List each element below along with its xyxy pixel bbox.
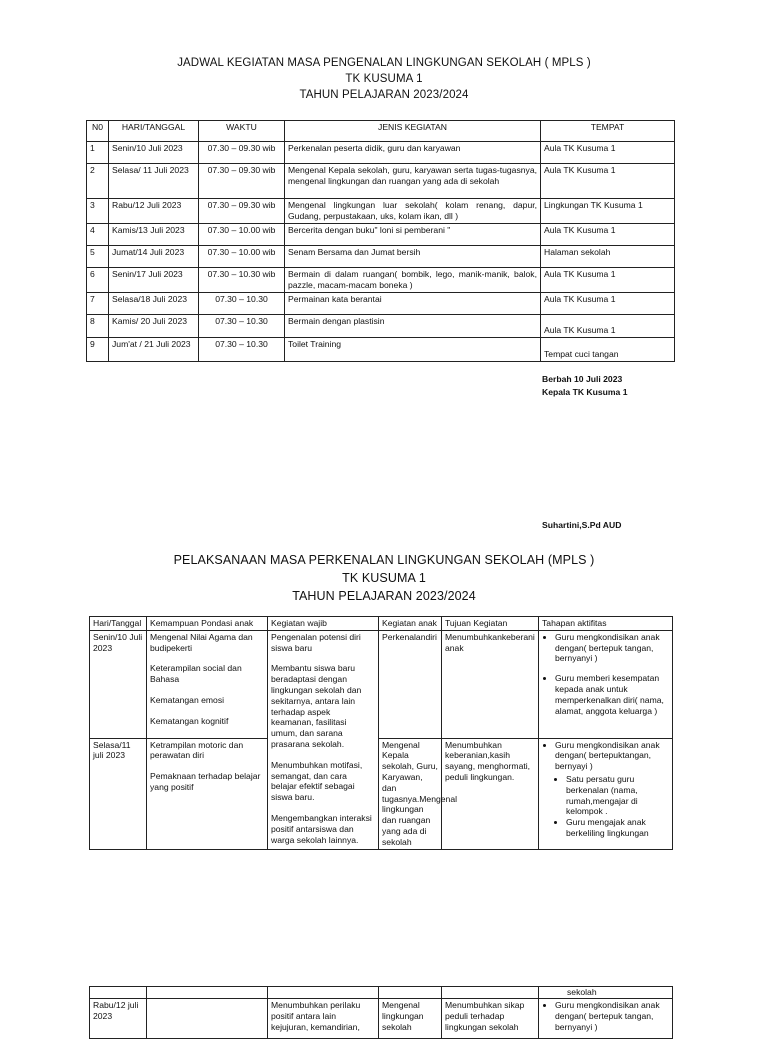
cell-waktu: 07.30 – 10.30: [199, 315, 285, 338]
cell-tempat: Aula TK Kusuma 1: [541, 224, 675, 246]
cell-waktu: 07.30 – 10.00 wib: [199, 224, 285, 246]
empty-cell: [268, 987, 379, 999]
header-no: N0: [87, 121, 109, 142]
tahapan-subitem: • Satu persatu guru berkenalan (nama, rumah,mengajar di kelompok .: [566, 774, 669, 817]
header-kemampuan: Kemampuan Pondasi anak: [147, 617, 268, 631]
cell-hari: Selasa/ 11 Juli 2023: [109, 164, 199, 199]
cell-no: 1: [87, 142, 109, 164]
continuation-table: [89, 986, 673, 1039]
empty-cell: [379, 987, 442, 999]
signature-block: [542, 373, 627, 399]
implementation-title-line-1: PELAKSANAAN MASA PERKENALAN LINGKUNGAN SEKOLAH (MPLS ): [173, 553, 595, 567]
cell-kemampuan: [147, 738, 268, 849]
kemampuan-item: Mengenal Nilai Agama dan budipekerti: [150, 631, 253, 653]
kemampuan-item: Kematangan emosi: [150, 694, 225, 705]
cell-tujuan: Menumbuhkankeberanianak: [442, 630, 539, 738]
kegiatan-wajib-item: Pengenalan potensi diri siswa baru: [271, 631, 361, 653]
cell-hari: Jumat/14 Juli 2023: [109, 246, 199, 268]
header-tujuan: Tujuan Kegiatan: [442, 617, 539, 631]
table-row: [90, 999, 673, 1039]
schedule-title-line-1: JADWAL KEGIATAN MASA PENGENALAN LINGKUNGAN SEKOLAH ( MPLS ): [177, 57, 591, 69]
implementation-title: [0, 551, 768, 605]
cell-hari: Kamis/ 20 Juli 2023: [109, 315, 199, 338]
cell-waktu: 07.30 – 10.00 wib: [199, 246, 285, 268]
tahapan-subitem: • Guru mengajak anak berkeliling lingkungan: [566, 817, 669, 839]
cell-kegiatan-wajib: [268, 630, 379, 849]
cell-kegiatan-anak: Perkenalandiri: [379, 630, 442, 738]
signature-role: Kepala TK Kusuma 1: [542, 387, 628, 397]
schedule-title-line-3: TAHUN PELAJARAN 2023/2024: [299, 89, 469, 101]
header-waktu: WAKTU: [199, 121, 285, 142]
cell-hari: Senin/17 Juli 2023: [109, 268, 199, 293]
table-row: [87, 164, 675, 199]
cell-tempat: Aula TK Kusuma 1: [541, 268, 675, 293]
cell-tempat: Halaman sekolah: [541, 246, 675, 268]
cell-no: 3: [87, 199, 109, 224]
cell-kemampuan: [147, 999, 268, 1039]
kemampuan-item: Keterampilan social dan Bahasa: [150, 663, 242, 685]
schedule-header-row: [87, 121, 675, 142]
cell-no: 7: [87, 293, 109, 315]
schedule-title: [0, 55, 768, 103]
cell-tempat: Lingkungan TK Kusuma 1: [541, 199, 675, 224]
cell-tempat: Aula TK Kusuma 1: [541, 142, 675, 164]
cell-no: 5: [87, 246, 109, 268]
cell-tujuan: Menumbuhkan sikap peduli terhadap lingkungan sekolah: [442, 999, 539, 1039]
header-hari-tanggal: HARI/TANGGAL: [109, 121, 199, 142]
cell-hari: Jum'at / 21 Juli 2023: [109, 338, 199, 362]
table-row: [87, 293, 675, 315]
table-row: [87, 338, 675, 362]
kegiatan-wajib-item: Menumbuhkan motifasi, semangat, dan cara belajar efektif sebagai siswa baru.: [271, 759, 363, 803]
tahapan-sublist: [542, 774, 669, 839]
cell-tahapan: [539, 738, 673, 849]
empty-cell: [442, 987, 539, 999]
cell-hari: Senin/10 Juli 2023: [109, 142, 199, 164]
cell-kegiatan: Senam Bersama dan Jumat bersih: [285, 246, 541, 268]
cell-no: 9: [87, 338, 109, 362]
empty-cell: [147, 987, 268, 999]
cell-waktu: 07.30 – 10.30: [199, 338, 285, 362]
table-row: [90, 987, 673, 999]
header-kegiatan-wajib: Kegiatan wajib: [268, 617, 379, 631]
signature-name: Suhartini,S.Pd AUD: [542, 520, 622, 530]
cell-hari: Selasa/18 Juli 2023: [109, 293, 199, 315]
cell-kegiatan-anak: Mengenal lingkungan sekolah: [379, 999, 442, 1039]
cell-kegiatan: Bercerita dengan buku" loni si pemberani ": [285, 224, 541, 246]
cell-kegiatan-wajib: Menumbuhkan perilaku positif antara lain kejujuran, kemandirian,: [268, 999, 379, 1039]
header-jenis-kegiatan: JENIS KEGIATAN: [285, 121, 541, 142]
header-tahapan: Tahapan aktifitas: [539, 617, 673, 631]
cell-tujuan: Menumbuhkan keberanian,kasih sayang, menghormati, peduli lingkungan.: [442, 738, 539, 849]
cell-no: 6: [87, 268, 109, 293]
cell-tempat: Aula TK Kusuma 1: [541, 164, 675, 199]
kemampuan-item: Kematangan kognitif: [150, 715, 229, 726]
cell-kegiatan: Permainan kata berantai: [285, 293, 541, 315]
cell-waktu: 07.30 – 09.30 wib: [199, 142, 285, 164]
table-row: [87, 246, 675, 268]
cell-no: 2: [87, 164, 109, 199]
kemampuan-item: Pemaknaan terhadap belajar yang positif: [150, 771, 261, 792]
cell-hari: Rabu/12 juli 2023: [90, 999, 147, 1039]
tahapan-list: [542, 632, 669, 717]
table-row: [87, 199, 675, 224]
table-row: [87, 268, 675, 293]
kemampuan-item: Ketrampilan motoric dan perawatan diri: [150, 739, 244, 761]
cell-tahapan: sekolah: [539, 987, 673, 999]
cell-waktu: 07.30 – 10.30 wib: [199, 268, 285, 293]
cell-tempat: Aula TK Kusuma 1: [541, 293, 675, 315]
cell-waktu: 07.30 – 09.30 wib: [199, 164, 285, 199]
tahapan-list: [542, 1000, 669, 1032]
tahapan-list: [542, 740, 669, 772]
tahapan-item: • Guru memberi kesempatan kepada anak untuk memperkenalkan diri( nama, alamat, anggota keluarga ): [555, 673, 669, 716]
header-tempat: TEMPAT: [541, 121, 675, 142]
tahapan-item: • Guru mengkondisikan anak dengan( bertepuk tangan, bernyanyi ): [555, 632, 669, 664]
implementation-title-line-3: TAHUN PELAJARAN 2023/2024: [292, 589, 476, 603]
table-row: [90, 738, 673, 849]
cell-kegiatan: Toilet Training: [285, 338, 541, 362]
cell-hari: Selasa/11 juli 2023: [90, 738, 147, 849]
cell-tahapan: [539, 630, 673, 738]
implementation-table: [89, 616, 673, 850]
cell-hari: Senin/10 Juli 2023: [90, 630, 147, 738]
cell-kegiatan: Mengenal lingkungan luar sekolah( kolam renang, dapur, Gudang, perpustakaan, uks, kolam ikan, dll ): [285, 199, 541, 224]
cell-kegiatan: Perkenalan peserta didik, guru dan karyawan: [285, 142, 541, 164]
cell-waktu: 07.30 – 10.30: [199, 293, 285, 315]
header-hari-tanggal: Hari/Tanggal: [90, 617, 147, 631]
implementation-header-row: [90, 617, 673, 631]
signature-place-date: Berbah 10 Juli 2023: [542, 374, 623, 384]
schedule-title-line-2: TK KUSUMA 1: [345, 73, 423, 85]
table-row: [90, 630, 673, 738]
cell-kemampuan: [147, 630, 268, 738]
cell-no: 8: [87, 315, 109, 338]
empty-cell: [90, 987, 147, 999]
tahapan-item: • Guru mengkondisikan anak dengan( bertepuktangan, bernyayi ): [555, 740, 669, 772]
table-row: [87, 142, 675, 164]
tahapan-item: • Guru mengkondisikan anak dengan( bertepuk tangan, bernyanyi ): [555, 1000, 669, 1032]
cell-hari: Kamis/13 Juli 2023: [109, 224, 199, 246]
cell-no: 4: [87, 224, 109, 246]
cell-kegiatan: Bermain di dalam ruangan( bombik, lego, manik-manik, balok, pazzle, macam-macam boneka ): [285, 268, 541, 293]
cell-tempat: Tempat cuci tangan: [541, 338, 675, 362]
cell-waktu: 07.30 – 09.30 wib: [199, 199, 285, 224]
implementation-title-line-2: TK KUSUMA 1: [342, 571, 426, 585]
cell-kegiatan: Bermain dengan plastisin: [285, 315, 541, 338]
kegiatan-wajib-item: Membantu siswa baru beradaptasi dengan lingkungan sekolah dan sekitarnya, antara lain terhadap aspek keamanan, fasilitasi umum, dan sarana prasarana sekolah.: [271, 663, 362, 749]
header-kegiatan-anak: Kegiatan anak: [379, 617, 442, 631]
cell-hari: Rabu/12 Juli 2023: [109, 199, 199, 224]
cell-tahapan: [539, 999, 673, 1039]
table-row: [87, 315, 675, 338]
cell-kegiatan: Mengenal Kepala sekolah, guru, karyawan serta tugas-tugasnya, mengenal lingkungan dan ruangan yang ada di sekolah: [285, 164, 541, 199]
schedule-table: [86, 120, 675, 362]
cell-tempat: Aula TK Kusuma 1: [541, 315, 675, 338]
cell-kegiatan-anak: Mengenal Kepala sekolah, Guru, Karyawan, dan tugasnya.Mengenal lingkungan dan ruangan yang ada di sekolah: [379, 738, 442, 849]
kegiatan-wajib-item: Mengembangkan interaksi positif antarsiswa dan warga sekolah lainnya.: [271, 812, 372, 845]
table-row: [87, 224, 675, 246]
